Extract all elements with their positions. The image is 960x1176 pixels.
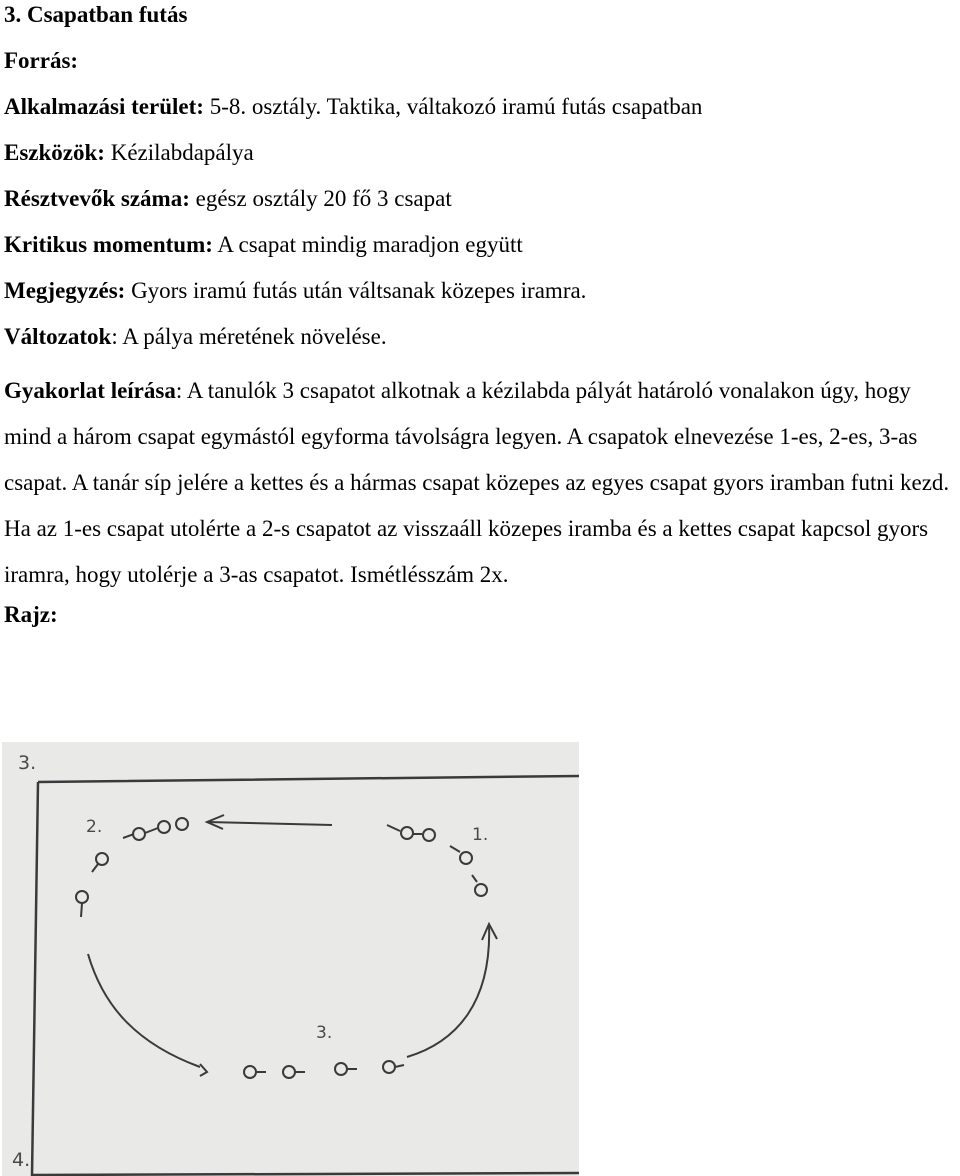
resztvevok-row — [4, 184, 956, 230]
valtozatok-row — [4, 322, 956, 368]
rajz-row — [4, 600, 956, 646]
kritikus-value: A csapat mindig maradjon együtt — [212, 232, 523, 257]
team-3-label: 3. — [316, 1023, 333, 1043]
forras-row — [4, 46, 956, 92]
eszkozok-row — [4, 138, 956, 184]
alkalmazasi-label: Alkalmazási terület: — [4, 94, 204, 119]
corner-bottom-label: 4. — [12, 1149, 31, 1171]
kritikus-label: Kritikus momentum: — [4, 232, 213, 257]
team-1-label: 1. — [472, 825, 489, 845]
resztvevok-value: egész osztály 20 fő 3 csapat — [189, 186, 452, 211]
megjegyzes-row — [4, 276, 956, 322]
valtozatok-value: : A pálya méretének növelése. — [111, 324, 387, 349]
corner-top-label: 3. — [18, 752, 37, 774]
eszkozok-value: Kézilabdapálya — [104, 140, 254, 165]
valtozatok-label: Változatok — [4, 324, 112, 349]
gyakorlat-paragraph — [4, 368, 956, 598]
team-2-label: 2. — [86, 817, 103, 837]
hand-drawn-diagram — [2, 742, 579, 1176]
kritikus-row — [4, 230, 956, 276]
forras-label: Forrás: — [4, 48, 79, 73]
document-body — [4, 0, 956, 646]
alkalmazasi-row — [4, 92, 956, 138]
gyakorlat-value: : A tanulók 3 csapatot alkotnak a kézilabda pályát határoló vonalakon úgy, hogy mind a három csapat egymástól egyforma távolságra legyen. A csapatok elnevezése 1-es, 2-es, 3-as csapat. A tanár síp jelére a kettes és a hármas csapat közepes az egyes csapat gyors iramban futni kezd. Ha az 1-es csapat utolérte a 2-s csapatot az visszaáll közepes iramba és a kettes csapat kapcsol gyors iramra, hogy utolérje a 3-as csapatot. Ismétlésszám 2x. — [4, 378, 950, 587]
eszkozok-label: Eszközök: — [4, 140, 105, 165]
megjegyzes-label: Megjegyzés: — [4, 278, 126, 303]
megjegyzes-value: Gyors iramú futás után váltsanak közepes iramra. — [125, 278, 587, 303]
gyakorlat-label: Gyakorlat leírása — [4, 378, 176, 403]
rajz-label: Rajz: — [4, 602, 58, 627]
section-heading: 3. Csapatban futás — [4, 2, 188, 27]
resztvevok-label: Résztvevők száma: — [4, 186, 190, 211]
alkalmazasi-value: 5-8. osztály. Taktika, váltakozó iramú futás csapatban — [203, 94, 703, 119]
